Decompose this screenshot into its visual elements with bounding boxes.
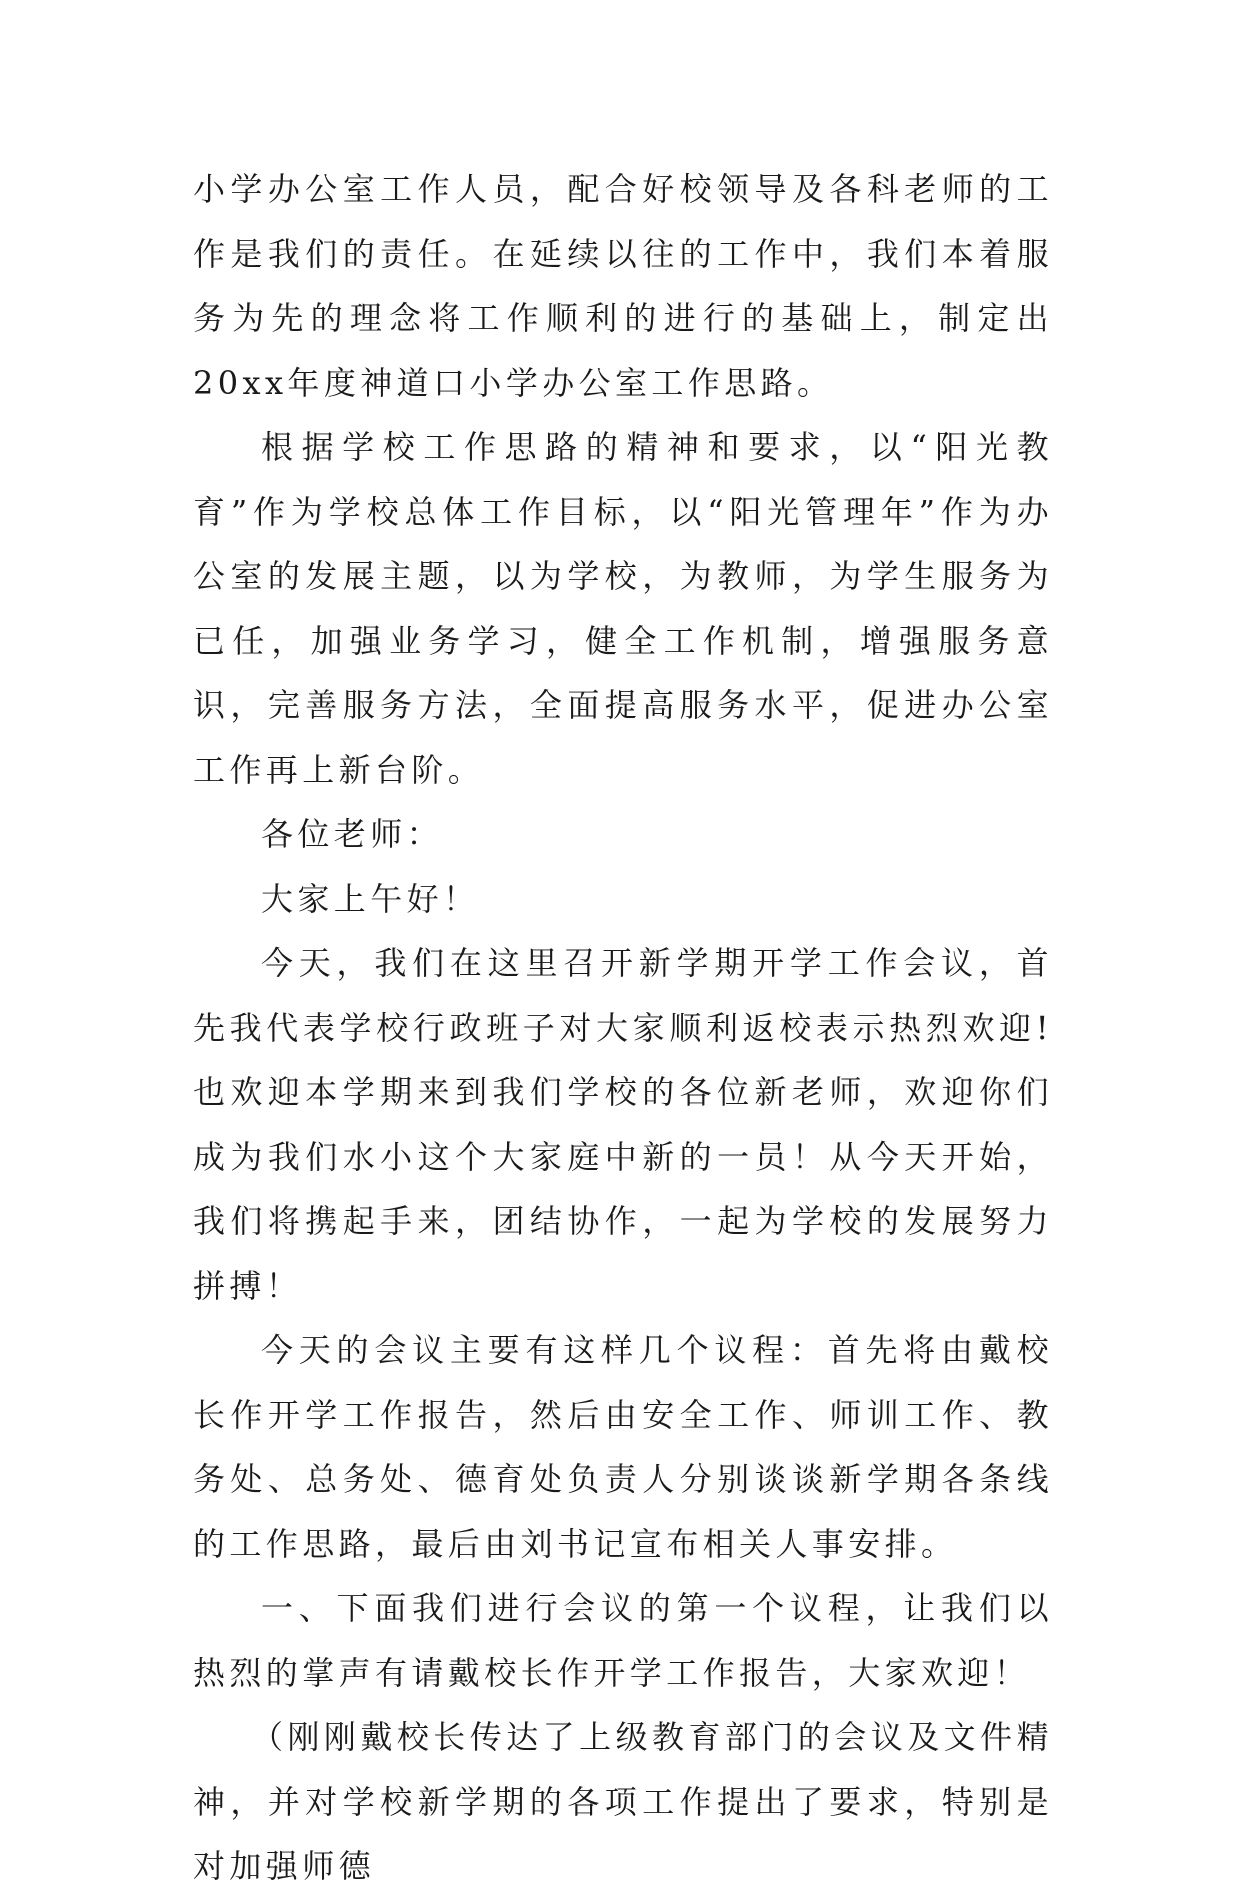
paragraph-welcome: 今天，我们在这里召开新学期开学工作会议，首先我代表学校行政班子对大家顺利返校表示热烈欢迎!也欢迎本学期来到我们学校的各位新老师，欢迎你们成为我们水小这个大家庭中新的一员！从今天开始，我们将携起手来，团结协作，一起为学校的发展努力拼搏！ bbox=[193, 944, 1053, 1305]
paragraph-office-intro: 小学办公室工作人员，配合好校领导及各科老师的工作是我们的责任。在延续以往的工作中，我们本着服务为先的理念将工作顺利的进行的基础上，制定出20xx年度神道口小学办公室工作思路。 bbox=[193, 170, 1053, 402]
paragraph-greeting: 大家上午好！ bbox=[261, 879, 480, 918]
paragraph-salutation: 各位老师： bbox=[261, 815, 444, 853]
paragraph-agenda: 今天的会议主要有这样几个议程：首先将由戴校长作开学工作报告，然后由安全工作、师训工作、教务处、总务处、德育处负责人分别谈谈新学期各条线的工作思路，最后由刘书记宣布相关人事安排。 bbox=[193, 1331, 1053, 1563]
paragraph-first-item: 一、下面我们进行会议的第一个议程，让我们以热烈的掌声有请戴校长作开学工作报告，大家欢迎！ bbox=[193, 1589, 1053, 1692]
paragraph-summary: （刚刚戴校长传达了上级教育部门的会议及文件精神，并对学校新学期的各项工作提出了要求，特别是对加强师德 bbox=[193, 1718, 1053, 1885]
document-body bbox=[193, 157, 1053, 1899]
paragraph-work-goals: 根据学校工作思路的精神和要求，以“阳光教育”作为学校总体工作目标，以“阳光管理年”作为办公室的发展主题，以为学校，为教师，为学生服务为已任，加强业务学习，健全工作机制，增强服务意识，完善服务方法，全面提高服务水平，促进办公室工作再上新台阶。 bbox=[193, 428, 1053, 789]
